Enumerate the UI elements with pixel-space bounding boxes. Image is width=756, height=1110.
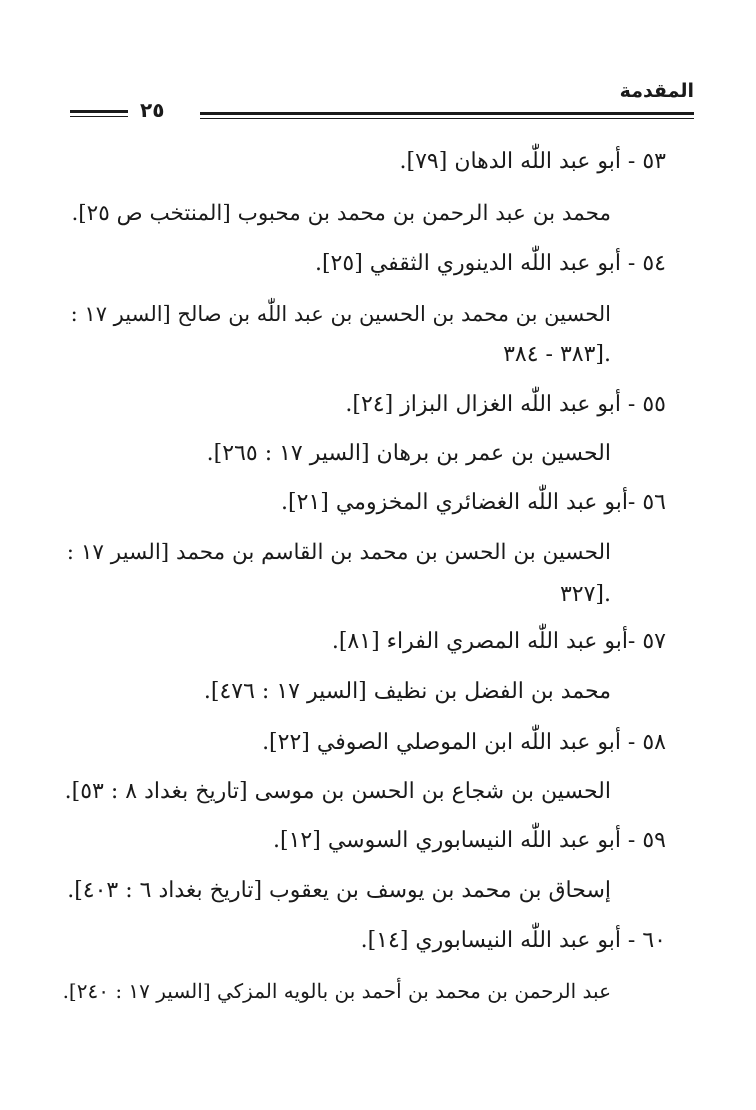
header-rule-right-thick [200, 112, 694, 115]
running-title: المقدمة [619, 80, 694, 102]
entry-56-detail-cont: ٣٢٧]. [559, 582, 611, 607]
entry-60-heading: ٦٠ - أبو عبد اللّٰه النيسابوري [١٤]. [360, 928, 666, 953]
header-rule-left-thick [70, 110, 128, 113]
entry-59-detail: إسحاق بن محمد بن يوسف بن يعقوب [تاريخ بغداد ٦ : ٤٠٣]. [67, 878, 611, 903]
entry-55-detail: الحسين بن عمر بن برهان [السير ١٧ : ٢٦٥]. [206, 441, 611, 466]
entry-58-heading: ٥٨ - أبو عبد اللّٰه ابن الموصلي الصوفي [٢٢]. [262, 730, 666, 755]
entry-60-detail: عبد الرحمن بن محمد بن أحمد بن بالويه المزكي [السير ١٧ : ٢٤٠]. [62, 979, 611, 1003]
page-header [70, 80, 694, 130]
entry-59-heading: ٥٩ - أبو عبد اللّٰه النيسابوري السوسي [١٢]. [273, 828, 666, 853]
entry-55-heading: ٥٥ - أبو عبد اللّٰه الغزال البزاز [٢٤]. [345, 392, 666, 417]
page-number: ٢٥ [140, 98, 165, 122]
entry-56-heading: ٥٦ -أبو عبد اللّٰه الغضائري المخزومي [٢١]. [281, 490, 666, 515]
entry-57-heading: ٥٧ -أبو عبد اللّٰه المصري الفراء [٨١]. [331, 629, 666, 654]
entry-54-heading: ٥٤ - أبو عبد اللّٰه الدينوري الثقفي [٢٥]. [314, 251, 666, 276]
entry-57-detail: محمد بن الفضل بن نظيف [السير ١٧ : ٤٧٦]. [203, 679, 611, 704]
entry-54-detail-cont: ٣٨٣ - ٣٨٤]. [503, 342, 611, 367]
entry-54-detail: الحسين بن محمد بن الحسين بن عبد اللّٰه بن صالح [السير ١٧ : [70, 302, 611, 326]
header-rule-left-thin [70, 116, 128, 117]
entry-53-detail: محمد بن عبد الرحمن بن محمد بن محبوب [المنتخب ص ٢٥]. [71, 201, 611, 226]
entry-53-heading: ٥٣ - أبو عبد اللّٰه الدهان [٧٩]. [399, 149, 666, 174]
entry-58-detail: الحسين بن شجاع بن الحسن بن موسى [تاريخ بغداد ٨ : ٥٣]. [64, 779, 611, 804]
entry-56-detail: الحسين بن الحسن بن محمد بن القاسم بن محمد [السير ١٧ : [66, 540, 611, 565]
header-rule-right-thin [200, 118, 694, 119]
